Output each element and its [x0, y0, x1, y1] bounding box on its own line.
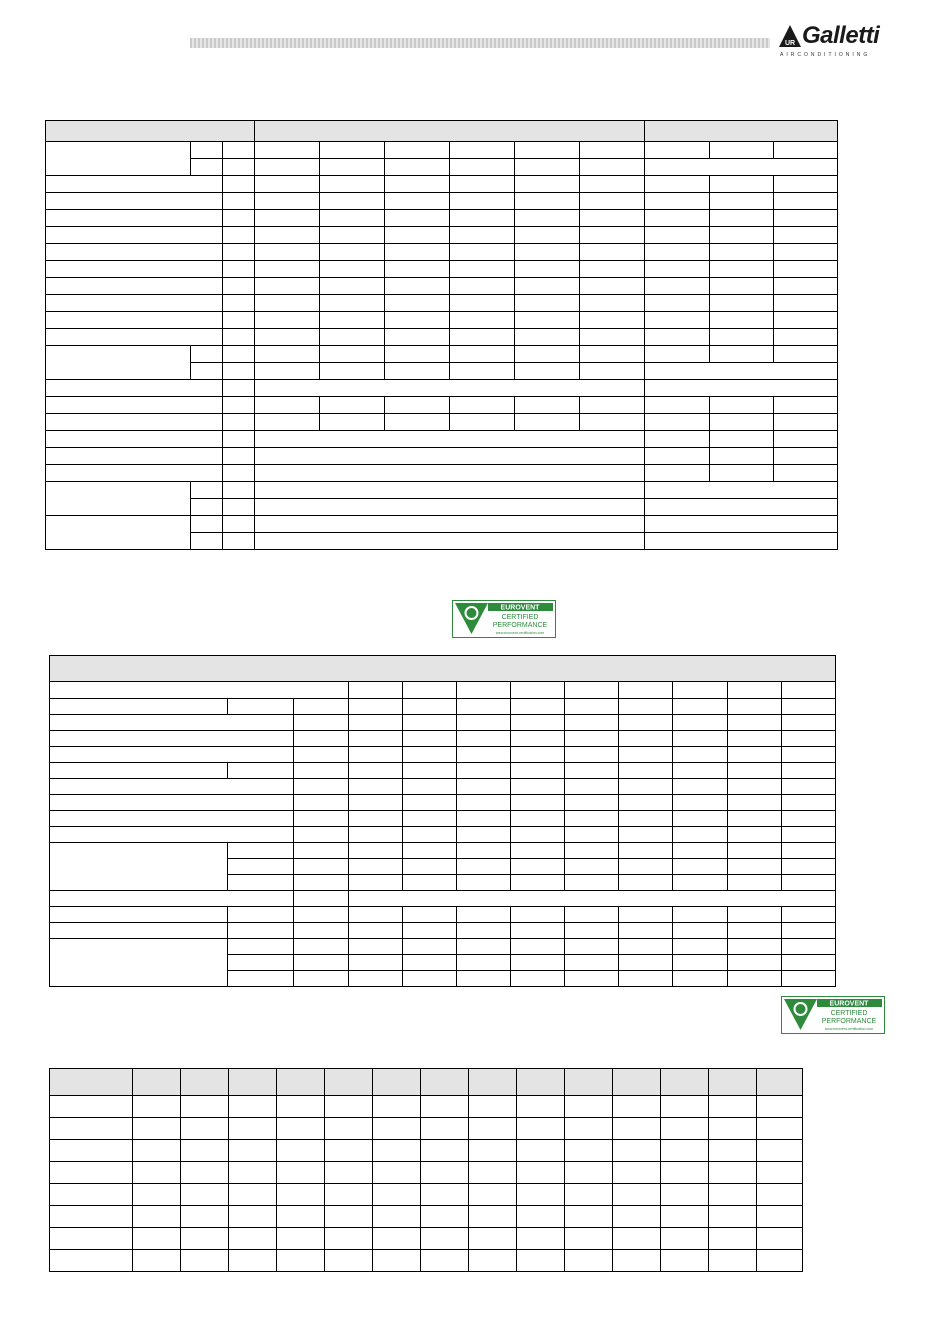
table-row: [50, 1096, 803, 1118]
table-row: [46, 278, 838, 295]
table-row: [46, 193, 838, 210]
table-row: [50, 715, 836, 731]
table-row: [50, 747, 836, 763]
table-row: [50, 1184, 803, 1206]
technical-data-table-3: [49, 1068, 803, 1272]
table-row: [50, 843, 836, 859]
badge-url: www.eurovent-certification.com: [824, 1027, 874, 1031]
table-row: [46, 448, 838, 465]
table-row: [50, 1162, 803, 1184]
table-row: [46, 142, 838, 159]
eurovent-certified-badge: [452, 600, 556, 638]
table-row: [50, 827, 836, 843]
brand-tagline: AIRCONDITIONING: [780, 52, 871, 58]
table-row: [50, 779, 836, 795]
table2-header: [50, 656, 836, 682]
logo-mark-text: UR: [784, 40, 796, 47]
table-row: [50, 699, 836, 715]
badge-line3: PERFORMANCE: [492, 622, 548, 629]
table-row: [50, 795, 836, 811]
table-row: [50, 731, 836, 747]
galletti-logo: [778, 22, 890, 62]
badge-line3: PERFORMANCE: [821, 1018, 877, 1025]
table-row: [50, 682, 836, 699]
badge-line2: CERTIFIED: [830, 1010, 868, 1017]
table-row: [46, 397, 838, 414]
table-row: [46, 414, 838, 431]
table-row: [46, 176, 838, 193]
table-row: [46, 516, 838, 533]
table-row: [46, 227, 838, 244]
table-row: [46, 261, 838, 278]
table-row: [46, 295, 838, 312]
table-row: [46, 244, 838, 261]
table-row: [46, 380, 838, 397]
table-row: [50, 1228, 803, 1250]
table-row: [46, 329, 838, 346]
table1-header-group-a: [255, 121, 645, 142]
table-row: [50, 1250, 803, 1272]
badge-line2: CERTIFIED: [501, 614, 539, 621]
table-row: [46, 465, 838, 482]
table-row: [50, 907, 836, 923]
brand-name: Galletti: [802, 22, 880, 49]
table-row: [50, 939, 836, 955]
table-row: [50, 811, 836, 827]
table1-header-label-cell: [46, 121, 255, 142]
table-row: [50, 1206, 803, 1228]
table1-header-group-b: [645, 121, 838, 142]
table-row: [50, 763, 836, 779]
table-row: [46, 482, 838, 499]
badge-title: EUROVENT: [829, 1000, 869, 1008]
table-row: [50, 923, 836, 939]
table-row: [50, 1140, 803, 1162]
logo-triangle-icon: [778, 24, 802, 48]
technical-data-table-2: [49, 655, 836, 987]
table-row: [46, 312, 838, 329]
table-row: [46, 210, 838, 227]
badge-url: www.eurovent-certification.com: [495, 631, 545, 635]
table-row: [46, 346, 838, 363]
table-row: [50, 891, 836, 907]
technical-data-table-1: [45, 120, 838, 550]
badge-title: EUROVENT: [500, 604, 540, 612]
header-rule-bar: [190, 38, 770, 48]
table-row: [50, 1118, 803, 1140]
table-row: [46, 431, 838, 448]
eurovent-certified-badge: [781, 996, 885, 1034]
